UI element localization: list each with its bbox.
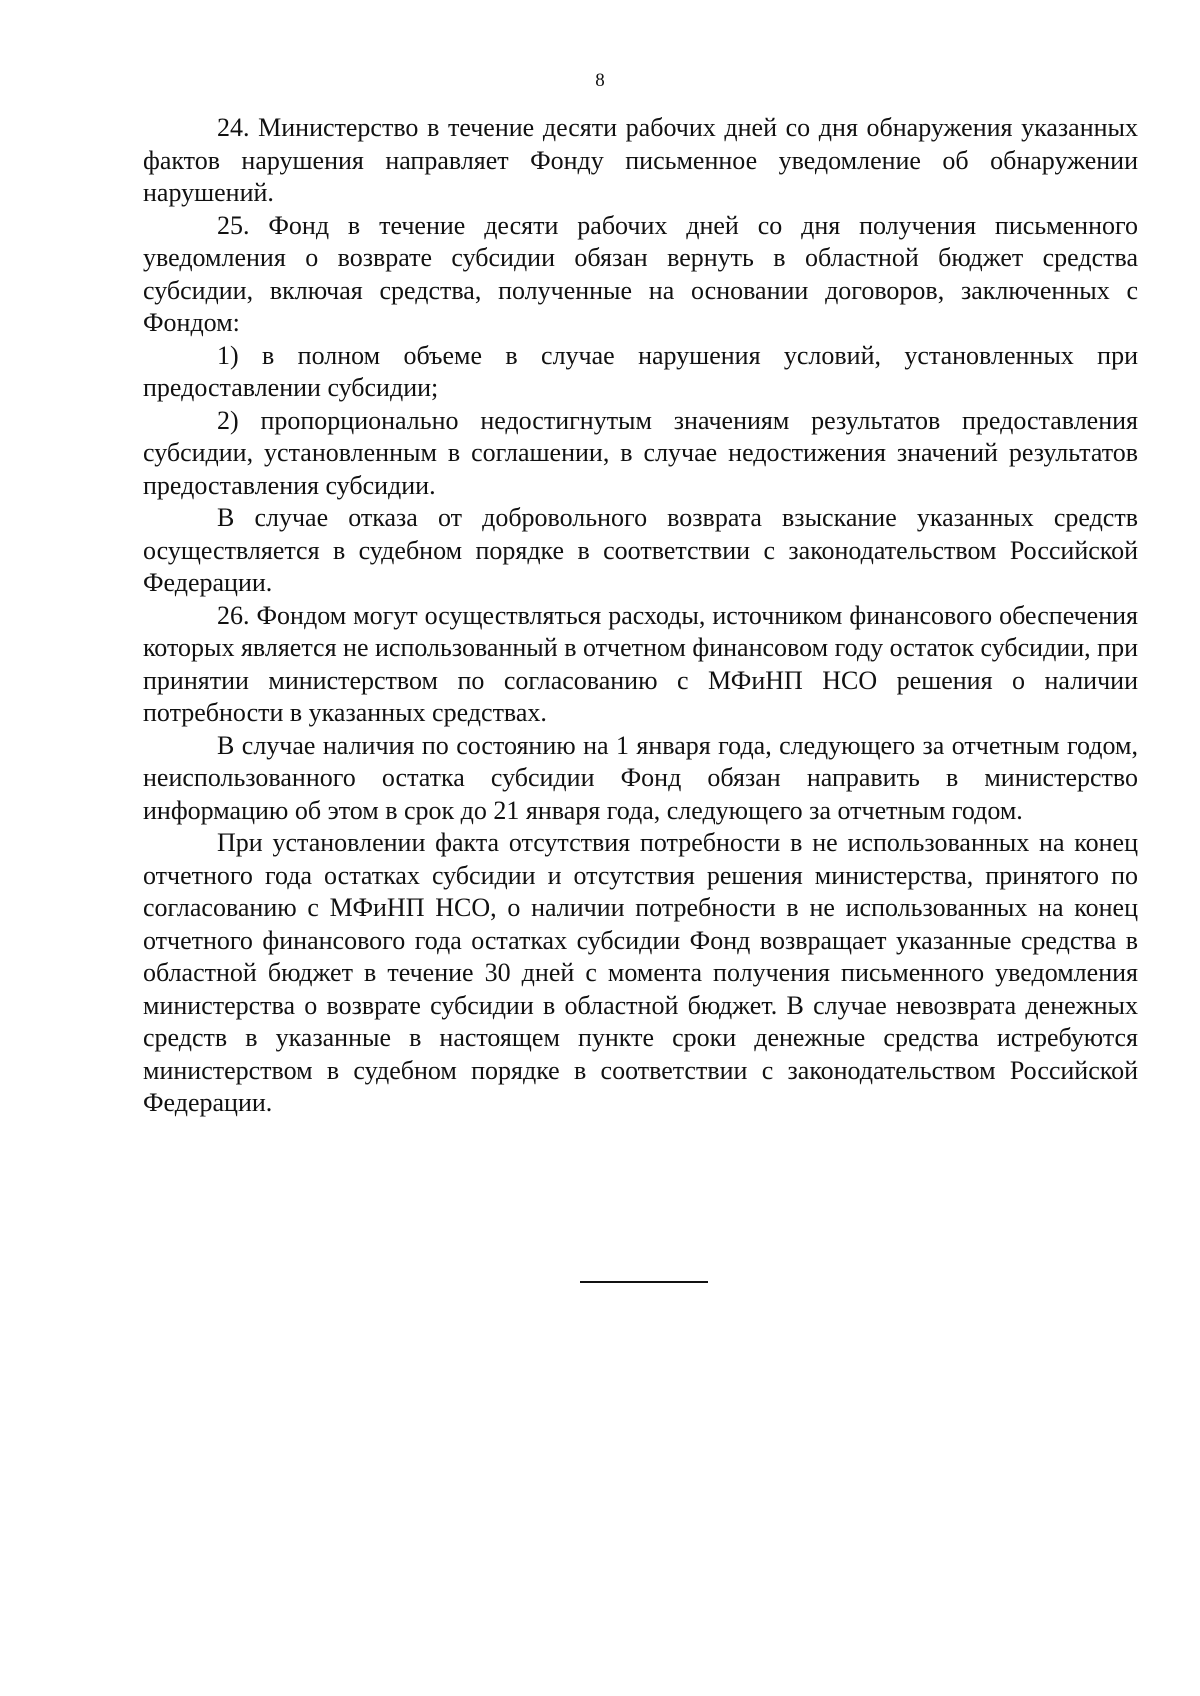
paragraph-25-refusal: В случае отказа от добровольного возврата взыскание указанных средств осуществляется в судебном порядке в соответствии с законодательством Российской Федерации. bbox=[143, 503, 1138, 597]
paragraph-25-item-1: 1) в полном объеме в случае нарушения условий, установленных при предоставлении субсидии; bbox=[143, 340, 1138, 402]
paragraph-26-return: При установлении факта отсутствия потребности в не использованных на конец отчетного года остатках субсидии и отсутствия решения министерства, принятого по согласованию с МФиНП НСО, о наличии потребности в не использованных на конец отчетного финансового года остатках субсидии Фонд возвращает указанные средства в областной бюджет в течение 30 дней с момента получения письменного уведомления министерства о возврате субсидии в областной бюджет. В случае невозврата денежных средств в указанные в настоящем пункте сроки денежные средства истребуются министерством в судебном порядке в соответствии с законодательством Российской Федерации. bbox=[143, 828, 1138, 1117]
paragraph-26-remainder: В случае наличия по состоянию на 1 января года, следующего за отчетным годом, неиспользованного остатка субсидии Фонд обязан направить в министерство информацию об этом в срок до 21 января года, следующего за отчетным годом. bbox=[143, 730, 1138, 825]
paragraph-25: 25. Фонд в течение десяти рабочих дней со дня получения письменного уведомления о возврате субсидии обязан вернуть в областной бюджет средства субсидии, включая средства, полученные на основании договоров, заключенных с Фондом: bbox=[143, 210, 1138, 337]
paragraph-26: 26. Фондом могут осуществляться расходы, источником финансового обеспечения которых является не использованный в отчетном финансовом году остаток субсидии, при принятии министерством по согласованию с МФиНП НСО решения о наличии потребности в указанных средствах. bbox=[143, 600, 1138, 727]
paragraph-24: 24. Министерство в течение десяти рабочих дней со дня обнаружения указанных фактов нарушения направляет Фонду письменное уведомление об обнаружении нарушений. bbox=[143, 113, 1138, 207]
document-body bbox=[143, 112, 1138, 1120]
end-divider bbox=[580, 1281, 708, 1283]
page-number: 8 bbox=[595, 70, 605, 91]
paragraph-25-item-2: 2) пропорционально недостигнутым значениям результатов предоставления субсидии, установленным в соглашении, в случае недостижения значений результатов предоставления субсидии. bbox=[143, 405, 1138, 500]
